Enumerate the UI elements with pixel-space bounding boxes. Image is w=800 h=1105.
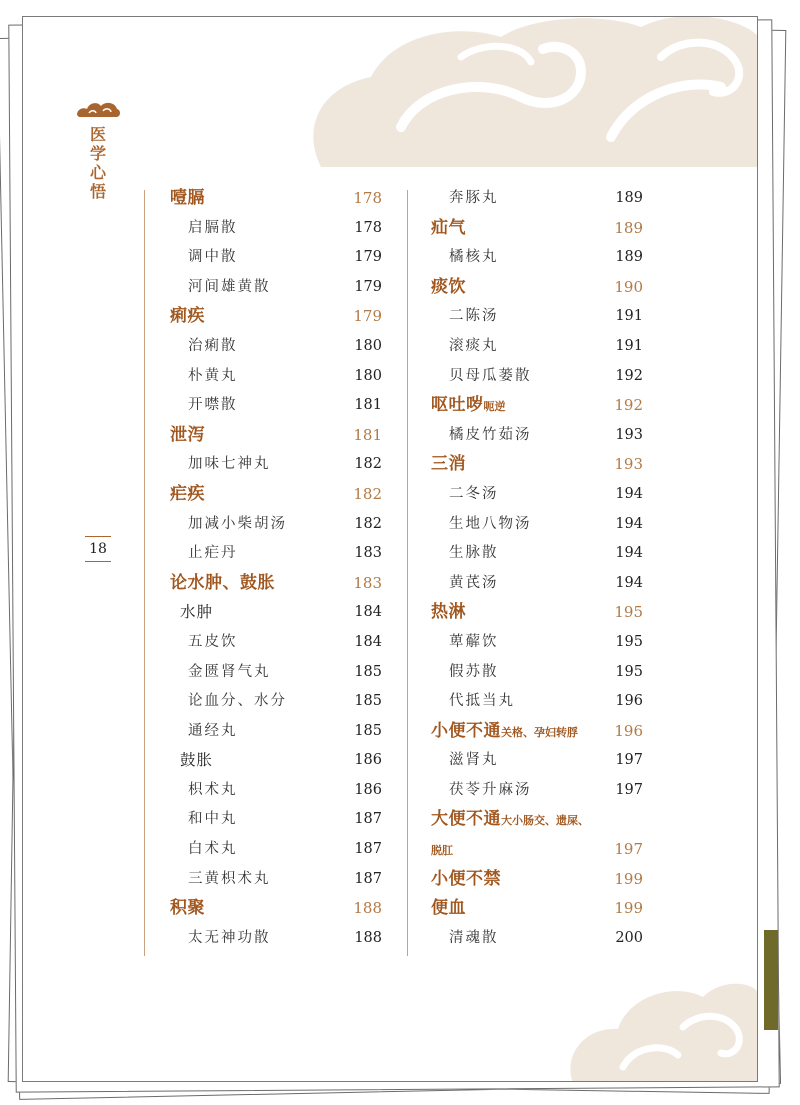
toc-entry[interactable] (170, 391, 382, 421)
entry-label: 积聚 (170, 898, 205, 919)
entry-label: 三消 (431, 454, 466, 475)
entry-page-number: 183 (353, 573, 382, 592)
toc-entry[interactable] (170, 362, 382, 392)
book-title: 医学心悟 (89, 125, 106, 201)
entry-title (188, 243, 238, 273)
toc-heading[interactable] (170, 302, 382, 332)
entry-label: 热淋 (431, 602, 466, 623)
entry-page-number: 195 (615, 663, 643, 680)
entry-title (188, 332, 238, 362)
toc-entry[interactable] (170, 687, 382, 717)
entry-label: 滋肾丸 (449, 752, 499, 769)
entry-title (188, 687, 287, 717)
entry-page-number: 192 (614, 396, 643, 415)
entry-title (431, 894, 466, 924)
entry-label: 呕吐哕 (431, 395, 484, 416)
entry-title (188, 450, 271, 480)
entry-label: 二冬汤 (449, 485, 499, 502)
entry-title (449, 569, 499, 599)
entry-page-number: 196 (614, 721, 643, 740)
entry-title (188, 835, 238, 865)
entry-label: 假苏散 (449, 663, 499, 680)
toc-entry[interactable] (431, 776, 643, 806)
entry-title (188, 510, 287, 540)
entry-page-number: 187 (354, 841, 382, 858)
column-divider (407, 190, 408, 956)
entry-title (431, 598, 466, 628)
toc-entry[interactable] (170, 450, 382, 480)
toc-entry[interactable] (170, 805, 382, 835)
toc-entry[interactable] (431, 658, 643, 688)
entry-title (170, 569, 275, 599)
entry-title (188, 214, 238, 244)
entry-label: 金匮肾气丸 (188, 663, 271, 680)
entry-title (188, 717, 238, 747)
toc-entry[interactable] (170, 510, 382, 540)
entry-page-number: 186 (354, 781, 382, 798)
entry-page-number: 200 (615, 929, 643, 946)
entry-title (449, 746, 499, 776)
toc-entry[interactable] (170, 865, 382, 895)
toc-entry[interactable] (431, 687, 643, 717)
toc-heading[interactable] (431, 865, 643, 895)
entry-page-number: 181 (354, 397, 382, 414)
entry-title (188, 391, 238, 421)
entry-title (188, 273, 271, 303)
entry-label: 白术丸 (188, 841, 238, 858)
toc-entry[interactable] (170, 658, 382, 688)
entry-label: 治痢散 (188, 337, 238, 354)
back-page-edge (764, 930, 778, 1030)
cloud-ornament-icon (563, 967, 758, 1082)
entry-page-number: 184 (354, 604, 382, 621)
entry-page-number: 179 (354, 278, 382, 295)
entry-label: 噎膈 (170, 188, 205, 208)
toc-entry[interactable] (431, 480, 643, 510)
toc-entry[interactable] (170, 835, 382, 865)
toc-entry[interactable] (431, 539, 643, 569)
toc-entry[interactable] (431, 569, 643, 599)
entry-label: 便血 (431, 898, 466, 919)
entry-label: 太无神功散 (188, 929, 271, 946)
toc-entry[interactable] (431, 184, 643, 214)
toc-heading[interactable] (170, 421, 382, 451)
toc-entry[interactable] (170, 273, 382, 303)
entry-page-number: 183 (354, 545, 382, 562)
entry-page-number: 180 (354, 367, 382, 384)
entry-page-number: 190 (614, 277, 643, 296)
entry-title (170, 302, 205, 332)
entry-label: 河间雄黄散 (188, 278, 271, 295)
entry-page-number: 189 (615, 190, 643, 206)
toc-heading[interactable] (431, 450, 643, 480)
entry-page-number: 197 (614, 840, 643, 859)
entry-label: 调中散 (188, 249, 238, 266)
toc-heading[interactable] (170, 894, 382, 924)
toc-entry[interactable] (170, 746, 382, 776)
toc-entry[interactable] (170, 628, 382, 658)
entry-title (449, 628, 499, 658)
entry-page-number: 189 (615, 249, 643, 266)
entry-title (188, 362, 238, 392)
entry-note: 呃逆 (483, 400, 506, 414)
entry-label: 水肿 (180, 603, 214, 622)
entry-page-number: 185 (354, 693, 382, 710)
entry-label: 二陈汤 (449, 308, 499, 325)
entry-title (449, 510, 532, 540)
entry-label: 清魂散 (449, 929, 499, 946)
toc-heading[interactable] (431, 835, 643, 865)
entry-label: 论水肿、鼓胀 (170, 572, 275, 593)
toc-entry[interactable] (170, 332, 382, 362)
toc-heading[interactable] (431, 894, 643, 924)
entry-label: 启膈散 (188, 219, 238, 236)
entry-label: 枳术丸 (188, 781, 238, 798)
entry-label: 加减小柴胡汤 (188, 515, 287, 532)
entry-title (188, 539, 238, 569)
toc-entry[interactable] (170, 539, 382, 569)
toc-heading[interactable] (431, 273, 643, 303)
entry-title (449, 302, 499, 332)
entry-title (180, 746, 213, 776)
entry-title (431, 835, 453, 866)
entry-page-number: 194 (615, 485, 643, 502)
entry-note: 脱肛 (431, 844, 453, 858)
entry-page-number: 191 (615, 337, 643, 354)
entry-label: 通经丸 (188, 722, 238, 739)
toc-entry[interactable] (431, 746, 643, 776)
entry-label: 贝母瓜蒌散 (449, 367, 532, 384)
entry-title (431, 214, 466, 244)
entry-label: 生脉散 (449, 545, 499, 562)
entry-page-number: 199 (614, 869, 643, 888)
toc-entry[interactable] (431, 628, 643, 658)
entry-page-number: 194 (615, 574, 643, 591)
entry-title (449, 687, 515, 717)
toc-entry[interactable] (170, 717, 382, 747)
toc-column-right (431, 184, 643, 953)
entry-title (431, 717, 578, 748)
entry-page-number: 182 (354, 515, 382, 532)
entry-page-number: 195 (614, 603, 643, 622)
entry-title (431, 273, 466, 303)
toc-entry[interactable] (431, 510, 643, 540)
entry-label: 小便不通 (431, 720, 501, 741)
entry-label: 奔豚丸 (449, 190, 499, 206)
toc-entry[interactable] (170, 243, 382, 273)
entry-label: 大便不通 (431, 809, 501, 830)
toc-entry[interactable] (170, 776, 382, 806)
entry-page-number: 191 (615, 308, 643, 325)
entry-label: 痢疾 (170, 306, 205, 327)
entry-title (188, 924, 271, 954)
entry-label: 疝气 (431, 217, 466, 238)
entry-page-number: 185 (354, 663, 382, 680)
entry-label: 鼓胀 (180, 751, 214, 770)
entry-label: 橘皮竹茹汤 (449, 426, 532, 443)
toc-entry[interactable] (431, 924, 643, 954)
entry-label: 五皮饮 (188, 633, 238, 650)
entry-page-number: 193 (614, 455, 643, 474)
entry-page-number: 194 (615, 515, 643, 532)
cloud-ornament-icon (281, 17, 758, 167)
entry-label: 小便不禁 (431, 868, 501, 889)
entry-note: 关格、孕妇转脬 (501, 725, 578, 739)
toc-column-left (170, 184, 382, 953)
entry-title (449, 184, 499, 214)
entry-title (449, 332, 499, 362)
entry-page-number: 187 (354, 811, 382, 828)
toc-heading[interactable] (170, 184, 382, 214)
entry-label: 疟疾 (170, 483, 205, 504)
entry-page-number: 178 (354, 219, 382, 236)
entry-label: 橘核丸 (449, 249, 499, 266)
entry-page-number: 195 (615, 633, 643, 650)
toc-entry[interactable] (170, 598, 382, 628)
entry-page-number: 179 (353, 307, 382, 326)
entry-page-number: 187 (354, 870, 382, 887)
entry-label: 三黄枳术丸 (188, 870, 271, 887)
entry-page-number: 185 (354, 722, 382, 739)
entry-page-number: 184 (354, 633, 382, 650)
entry-title (431, 450, 466, 480)
entry-page-number: 188 (354, 929, 382, 946)
entry-title (188, 628, 238, 658)
entry-page-number: 193 (615, 426, 643, 443)
entry-page-number: 179 (354, 249, 382, 266)
entry-title (449, 539, 499, 569)
entry-label: 朴黄丸 (188, 367, 238, 384)
entry-title (188, 658, 271, 688)
toc-entry[interactable] (431, 421, 643, 451)
entry-title (431, 865, 501, 895)
entry-page-number: 197 (615, 781, 643, 798)
entry-title (431, 805, 589, 836)
toc-entry[interactable] (170, 924, 382, 954)
entry-page-number: 186 (354, 752, 382, 769)
entry-title (170, 480, 205, 510)
column-divider (144, 190, 145, 956)
entry-title (170, 421, 205, 451)
entry-page-number: 196 (615, 693, 643, 710)
entry-page-number: 199 (614, 899, 643, 918)
entry-page-number: 192 (615, 367, 643, 384)
toc-entry[interactable] (431, 243, 643, 273)
entry-label: 和中丸 (188, 811, 238, 828)
toc-heading[interactable] (431, 214, 643, 244)
toc-heading[interactable] (170, 569, 382, 599)
entry-page-number: 178 (353, 189, 382, 207)
entry-label: 加味七神丸 (188, 456, 271, 473)
entry-page-number: 189 (614, 218, 643, 237)
entry-page-number: 182 (353, 484, 382, 503)
entry-label: 滚痰丸 (449, 337, 499, 354)
toc-entry[interactable] (431, 362, 643, 392)
entry-page-number: 188 (353, 899, 382, 918)
entry-label: 代抵当丸 (449, 693, 515, 710)
entry-page-number: 180 (354, 337, 382, 354)
entry-label: 痰饮 (431, 276, 466, 297)
entry-label: 黄芪汤 (449, 574, 499, 591)
toc-entry[interactable] (170, 214, 382, 244)
cloud-logo-icon (75, 97, 121, 121)
entry-label: 萆薢饮 (449, 633, 499, 650)
entry-title (449, 421, 532, 451)
entry-page-number: 181 (353, 425, 382, 444)
toc-entry[interactable] (431, 332, 643, 362)
entry-note: 大小肠交、遗屎、 (501, 814, 589, 828)
page-number: 18 (85, 536, 111, 562)
entry-title (449, 776, 532, 806)
book-page (22, 16, 758, 1082)
toc-heading[interactable] (170, 480, 382, 510)
entry-title (449, 480, 499, 510)
entry-page-number: 197 (615, 752, 643, 769)
entry-page-number: 194 (615, 545, 643, 562)
entry-title (170, 894, 205, 924)
toc-heading[interactable] (431, 598, 643, 628)
entry-label: 泄泻 (170, 424, 205, 445)
entry-label: 开噤散 (188, 397, 238, 414)
entry-label: 止疟丹 (188, 545, 238, 562)
toc-heading[interactable] (431, 391, 643, 421)
entry-label: 生地八物汤 (449, 515, 532, 532)
entry-page-number: 182 (354, 456, 382, 473)
entry-label: 茯苓升麻汤 (449, 781, 532, 798)
entry-title (188, 865, 271, 895)
toc-heading[interactable] (431, 717, 643, 747)
entry-title (188, 776, 238, 806)
entry-title (449, 924, 499, 954)
entry-title (188, 805, 238, 835)
entry-title (431, 391, 506, 422)
toc-heading[interactable] (431, 805, 643, 835)
entry-title (170, 184, 205, 214)
entry-title (449, 243, 499, 273)
entry-label: 论血分、水分 (188, 693, 287, 710)
entry-title (449, 362, 532, 392)
toc-entry[interactable] (431, 302, 643, 332)
entry-title (449, 658, 499, 688)
entry-title (180, 598, 213, 628)
